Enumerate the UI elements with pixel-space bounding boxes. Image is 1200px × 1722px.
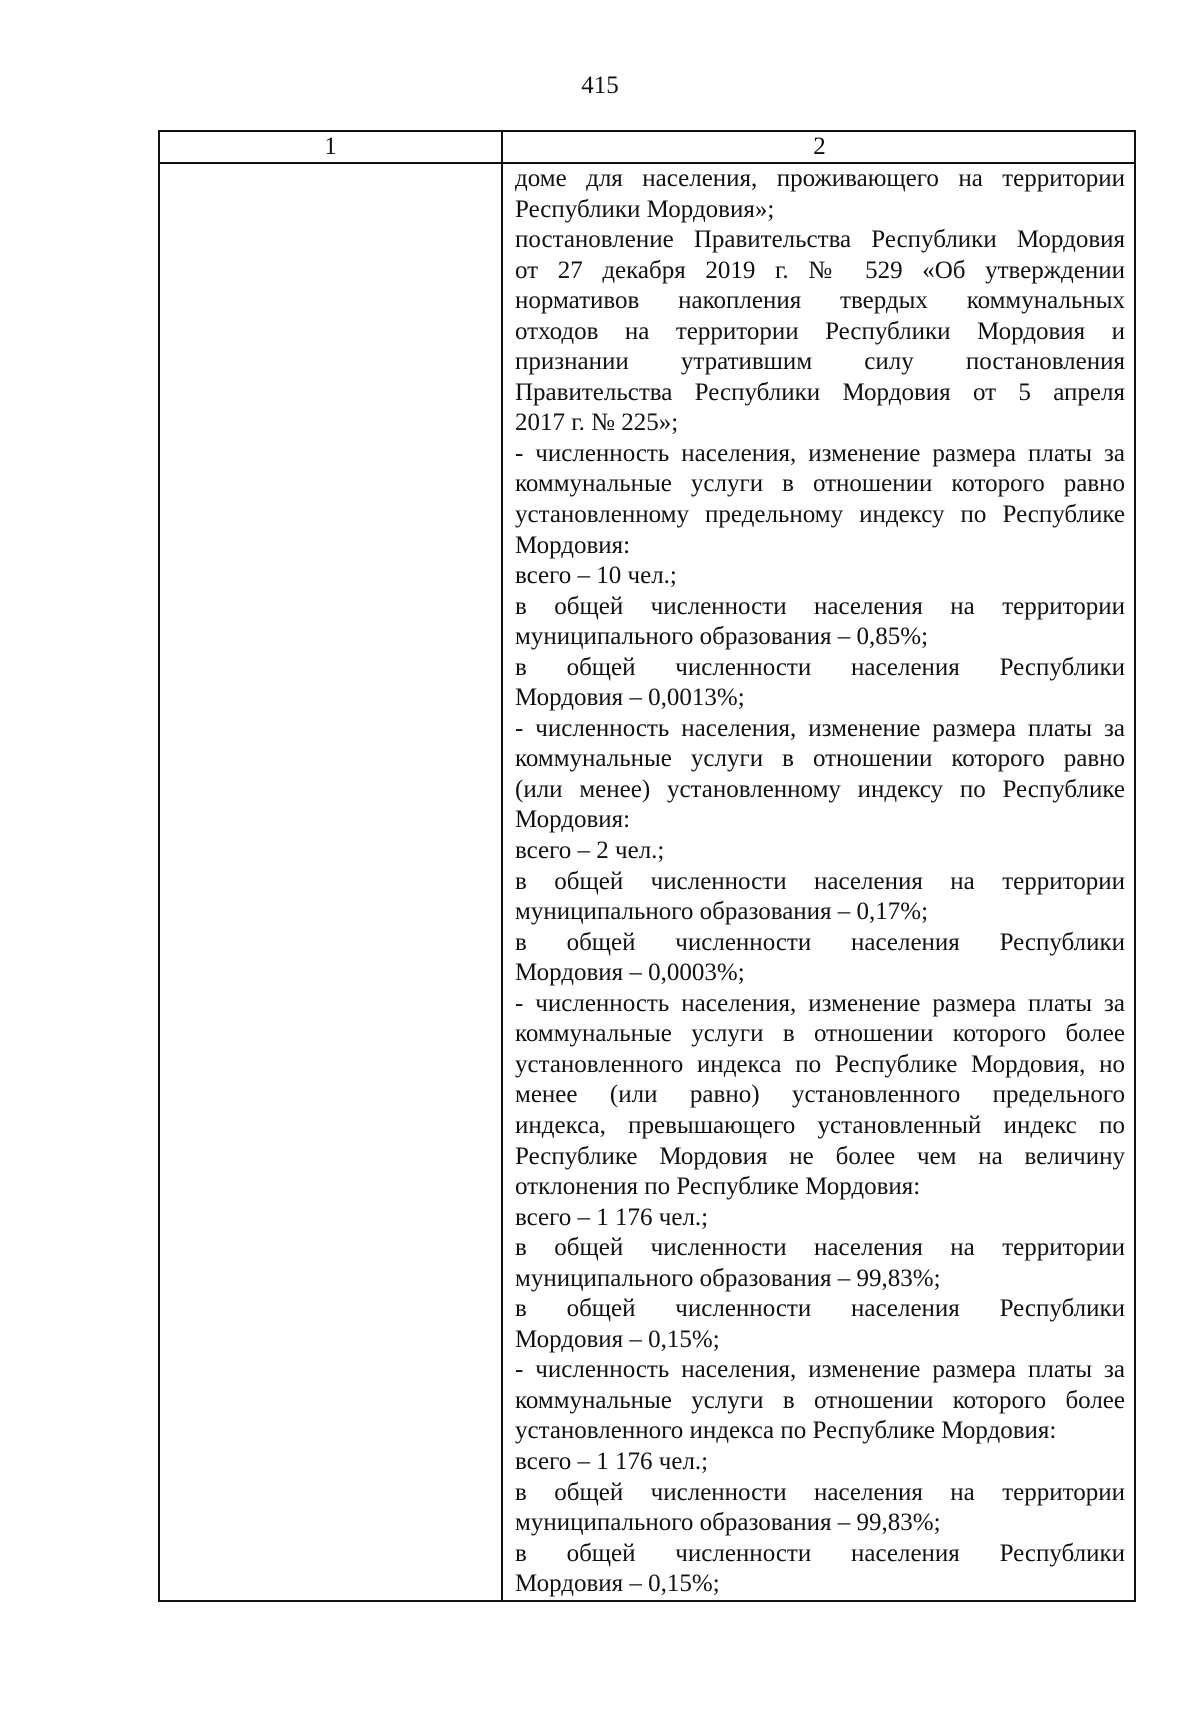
text-line: в общей численности населения Республики — [515, 1539, 1125, 1567]
text-line: коммунальные услуги в отношении которого более — [515, 1386, 1125, 1414]
text-line: установленного индекса по Республике Мордовия: — [515, 1417, 1057, 1445]
text-line: - численность населения, изменение размера платы за — [515, 1356, 1125, 1384]
text-line: всего – 10 чел.; — [515, 562, 677, 590]
page-number: 415 — [581, 72, 619, 99]
text-line: в общей численности населения на территории — [515, 1234, 1125, 1262]
text-line: коммунальные услуги в отношении которого равно — [515, 470, 1125, 498]
text-line: менее (или равно) установленного предельного — [515, 1081, 1125, 1109]
text-line: Мордовия – 0,0013%; — [515, 684, 745, 712]
column-header-1: 1 — [324, 133, 337, 160]
text-line: в общей численности населения на территории — [515, 1478, 1125, 1506]
text-line: Мордовия – 0,0003%; — [515, 959, 745, 987]
table-cell-column-2 — [515, 164, 1125, 1602]
text-line: установленного индекса по Республике Мордовия, но — [515, 1050, 1125, 1078]
text-line: Мордовия – 0,15%; — [515, 1325, 720, 1353]
column-divider — [501, 132, 503, 1600]
text-line: индекса, превышающего установленный индекс по — [515, 1111, 1125, 1139]
text-line: всего – 2 чел.; — [515, 837, 665, 865]
text-line: - численность населения, изменение размера платы за — [515, 714, 1125, 742]
text-line: всего – 1 176 чел.; — [515, 1203, 709, 1231]
text-line: муниципального образования – 0,17%; — [515, 898, 929, 926]
text-line: - численность населения, изменение размера платы за — [515, 439, 1125, 467]
text-line: в общей численности населения Республики — [515, 928, 1125, 956]
text-line: нормативов накопления твердых коммунальных — [515, 287, 1125, 315]
table-header-row — [160, 132, 1134, 164]
column-header-2: 2 — [813, 133, 826, 160]
text-line: (или менее) установленному индексу по Республике — [515, 775, 1125, 803]
text-line: Республике Мордовия не более чем на величину — [515, 1142, 1125, 1170]
text-line: Правительства Республики Мордовия от 5 апреля — [515, 378, 1125, 406]
text-line: в общей численности населения Республики — [515, 653, 1125, 681]
text-line: отклонения по Республике Мордовия: — [515, 1173, 921, 1201]
text-line: доме для населения, проживающего на территории — [515, 165, 1125, 192]
text-line: 2017 г. № 225»; — [515, 409, 679, 437]
text-line: установленному предельному индексу по Республике — [515, 501, 1125, 529]
table-cell-column-1 — [160, 164, 501, 1602]
text-line: Мордовия – 0,15%; — [515, 1570, 720, 1598]
text-line: всего – 1 176 чел.; — [515, 1447, 709, 1475]
text-line: муниципального образования – 0,85%; — [515, 623, 929, 651]
text-line: постановление Правительства Республики Мордовия — [515, 226, 1125, 254]
text-line: отходов на территории Республики Мордовия и — [515, 317, 1125, 345]
text-line: коммунальные услуги в отношении которого равно — [515, 745, 1125, 773]
text-line: в общей численности населения на территории — [515, 592, 1125, 620]
text-line: Мордовия: — [515, 806, 631, 834]
text-line: Республики Мордовия»; — [515, 195, 775, 223]
text-line: признании утратившим силу постановления — [515, 348, 1125, 376]
text-line: муниципального образования – 99,83%; — [515, 1509, 941, 1537]
text-line: в общей численности населения Республики — [515, 1295, 1125, 1323]
document-table — [158, 130, 1136, 1602]
text-line: муниципального образования – 99,83%; — [515, 1264, 941, 1292]
text-line: в общей численности населения на территории — [515, 867, 1125, 895]
text-line: Мордовия: — [515, 531, 631, 559]
text-line: - численность населения, изменение размера платы за — [515, 989, 1125, 1017]
text-line: от 27 декабря 2019 г. № 529 «Об утверждении — [515, 256, 1125, 284]
text-line: коммунальные услуги в отношении которого более — [515, 1020, 1125, 1048]
